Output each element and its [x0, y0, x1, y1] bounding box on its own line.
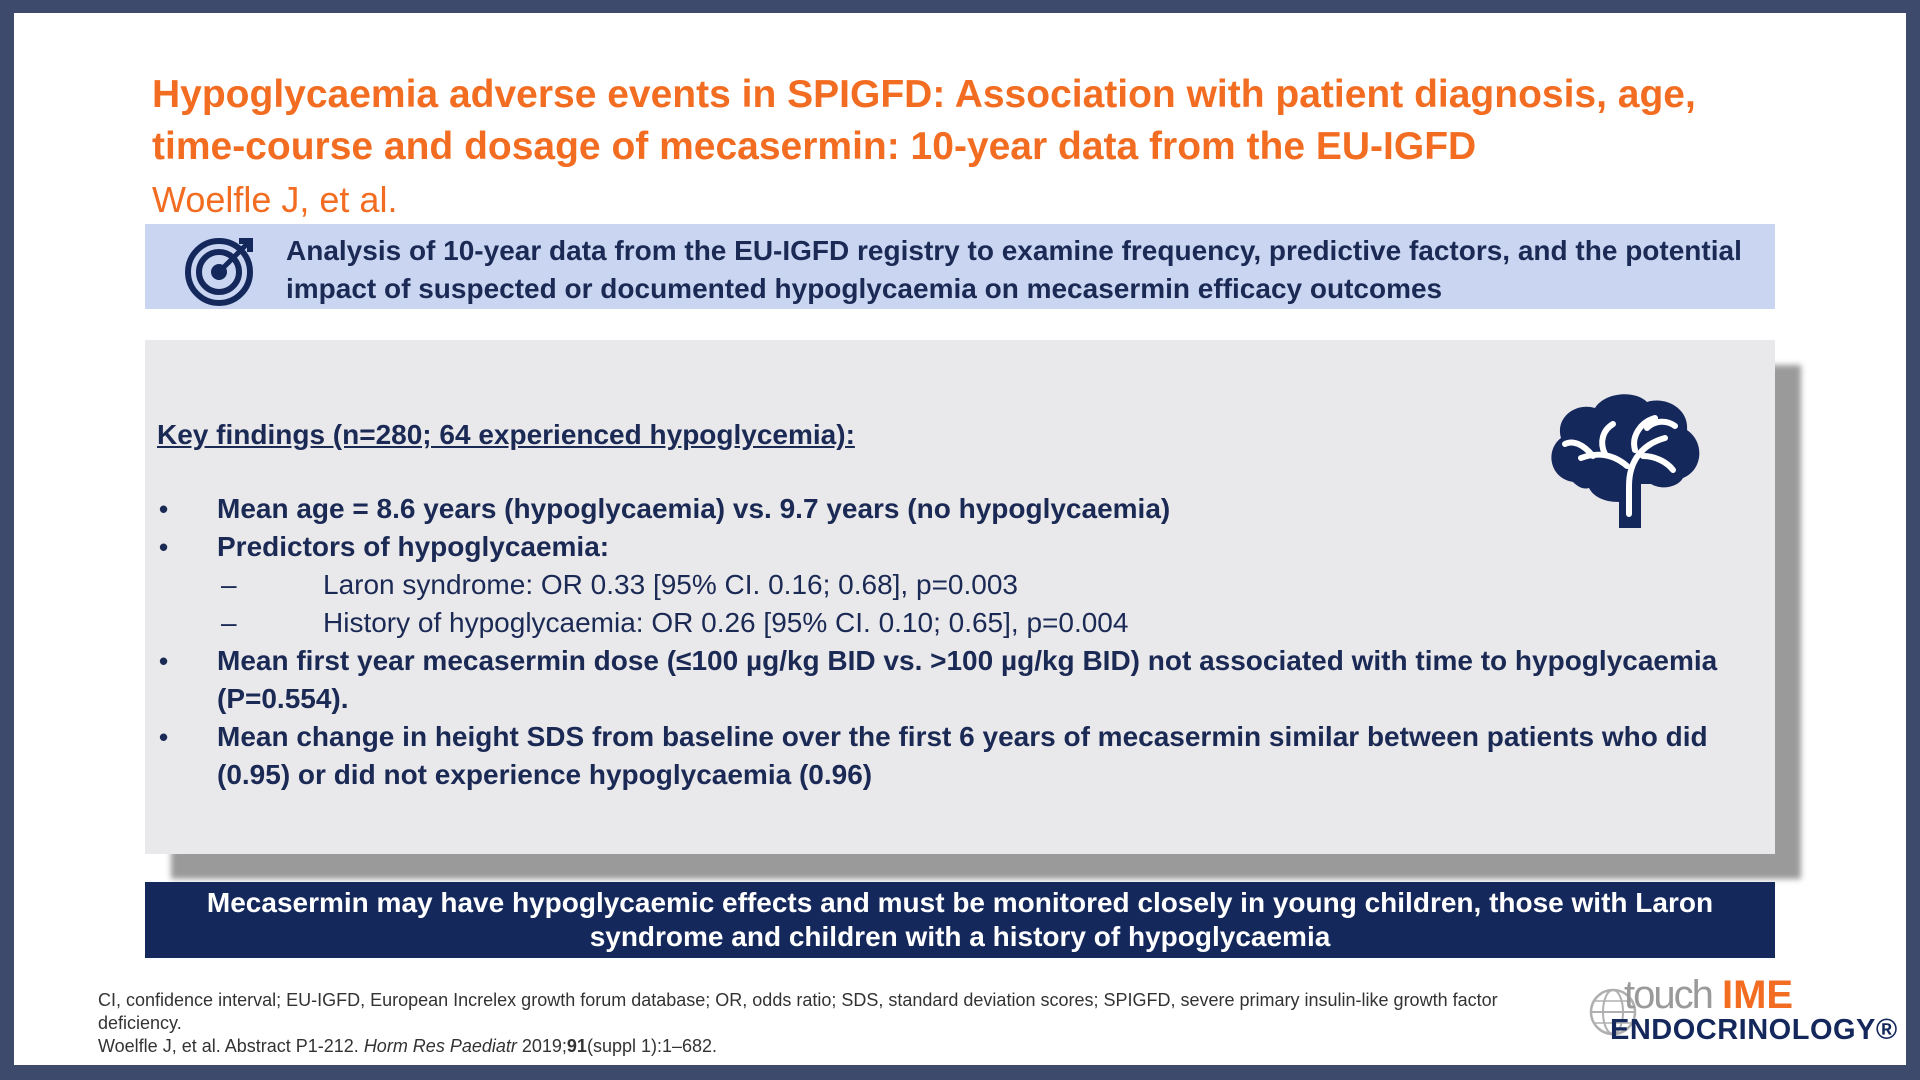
bullet-glyph: • [159, 722, 169, 752]
conclusion-text: Mecasermin may have hypoglycaemic effects and must be monitored closely in young children, those with Laron syndrome and children with a history of hypoglycaemia [206, 887, 1714, 952]
finding-dose: Mean first year mecasermin dose (≤100 µg/kg BID vs. >100 µg/kg BID) not associated with time to hypoglycaemia (P=0.554). [217, 645, 1718, 714]
logo-endocrinology: ENDOCRINOLOGY® [1610, 1014, 1898, 1046]
conclusion-banner [145, 882, 1775, 958]
objective-banner [145, 224, 1775, 309]
author-line: Woelfle J, et al. [152, 179, 398, 220]
finding-height-sds: Mean change in height SDS from baseline over the first 6 years of mecasermin similar between patients who did (0.95) or did not experience hypoglycaemia (0.96) [217, 721, 1708, 790]
target-icon [183, 232, 259, 308]
reference-prefix: Woelfle J, et al. Abstract P1-212. [98, 1036, 364, 1056]
reference-volume: 91 [566, 1036, 587, 1056]
predictor-laron: Laron syndrome: OR 0.33 [95% CI. 0.16; 0.68], p=0.003 [323, 569, 1018, 600]
touchime-logo [1576, 973, 1906, 1051]
dash-glyph: – [221, 607, 237, 638]
logo-ime: IME [1722, 973, 1794, 1017]
findings-heading: Key findings (n=280; 64 experienced hypoglycemia): [157, 419, 855, 450]
bullet-glyph: • [159, 494, 169, 524]
reference-suffix: (suppl 1):1–682. [586, 1036, 718, 1056]
predictor-history: History of hypoglycaemia: OR 0.26 [95% CI. 0.10; 0.65], p=0.004 [323, 607, 1129, 638]
footnote [98, 989, 1578, 1058]
reference [98, 1035, 1578, 1058]
bullet-glyph: • [159, 532, 169, 562]
brain-icon [1543, 390, 1705, 530]
finding-mean-age: Mean age = 8.6 years (hypoglycaemia) vs. 9.7 years (no hypoglycaemia) [217, 493, 1171, 524]
logo-touch: touch [1624, 973, 1712, 1017]
finding-predictors: Predictors of hypoglycaemia: [217, 531, 610, 562]
findings-box [145, 340, 1775, 854]
reference-year: 2019; [516, 1036, 567, 1056]
abbreviations: CI, confidence interval; EU-IGFD, European Increlex growth forum database; OR, odds ratio; SDS, standard deviation scores; SPIGFD, severe primary insulin-like growth factor deficiency. [98, 990, 1498, 1033]
reference-journal: Horm Res Paediatr [363, 1036, 517, 1056]
bullet-glyph: • [159, 646, 169, 676]
dash-glyph: – [221, 569, 237, 600]
slide [14, 13, 1906, 1065]
slide-title: Hypoglycaemia adverse events in SPIGFD: Association with patient diagnosis, age, time-course and dosage of mecasermin: 10-year data from the EU-IGFD [152, 73, 1696, 168]
objective-text: Analysis of 10-year data from the EU-IGFD registry to examine frequency, predictive factors, and the potential impact of suspected or documented hypoglycaemia on mecasermin efficacy outcomes [286, 235, 1742, 304]
